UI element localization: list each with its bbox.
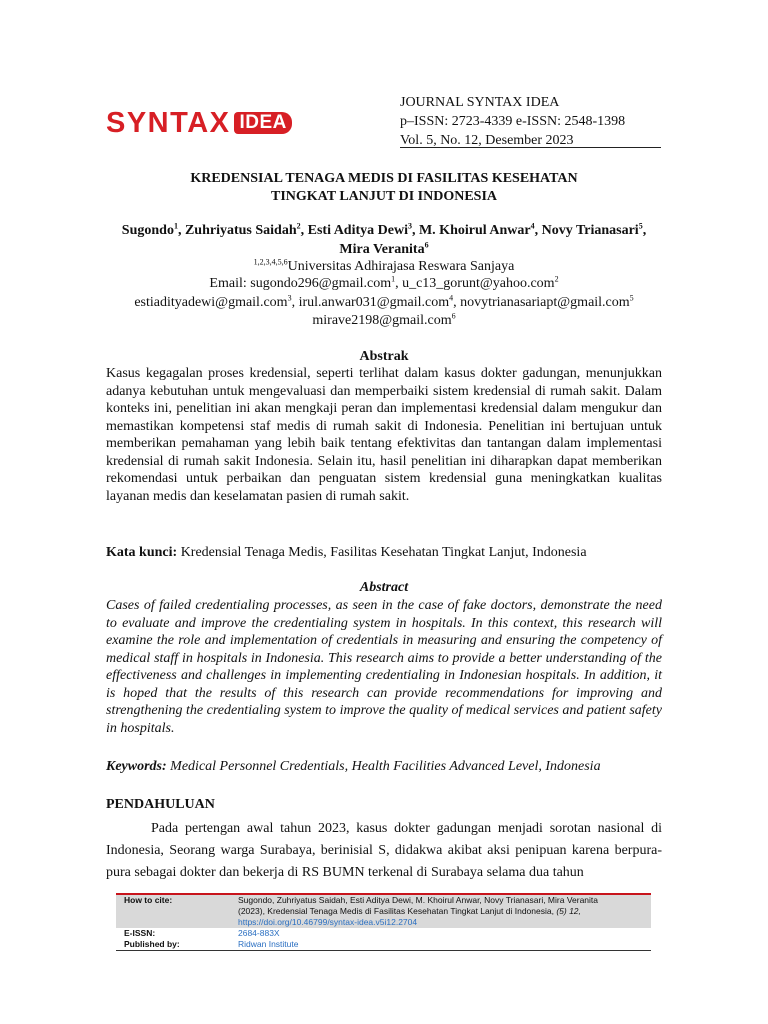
cite-how-text bbox=[238, 895, 651, 928]
email-link[interactable]: , novytrianasariapt@gmail.com bbox=[453, 294, 630, 310]
kata-kunci-label: Kata kunci: bbox=[106, 545, 178, 560]
email-line-2 bbox=[106, 294, 662, 313]
pendahuluan-text bbox=[106, 818, 662, 884]
keywords-label: Keywords: bbox=[106, 759, 167, 774]
abstract-text: Cases of failed credentialing processes, as seen in the case of fake doctors, demonstrate the need to evaluate and improve the credentialing system in hospitals. In this context, this research will examine the role and implementation of credentials in measuring and ensuring the competency of medical staff in hospitals in Indonesia. This research aims to provide a better understanding of the effectiveness and challenges in implementing credentialing in Indonesian hospitals. In addition, it is hoped that the results of this research can provide recommendations for improving and strengthening the credentialing system to improve the quality of medical services and patient safety in hospitals. bbox=[106, 598, 662, 736]
email-list bbox=[106, 275, 662, 331]
author-name: , Zuhriyatus Saidah bbox=[177, 223, 297, 238]
title-line-2: TINGKAT LANJUT DI INDONESIA bbox=[271, 189, 497, 204]
logo-wordmark: SYNTAX bbox=[106, 107, 231, 139]
cite-how-label: How to cite: bbox=[124, 895, 173, 905]
title-line-1: KREDENSIAL TENAGA MEDIS DI FASILITAS KESEHATAN bbox=[190, 171, 578, 186]
email-link[interactable]: , irul.anwar031@gmail.com bbox=[291, 294, 450, 310]
email-sup: 5 bbox=[629, 292, 634, 302]
email-link[interactable]: , u_c13_gorunt@yahoo.com bbox=[395, 276, 555, 291]
author-sup: 1 bbox=[173, 221, 178, 231]
email-line-3 bbox=[106, 312, 662, 331]
author-sup: 5 bbox=[638, 221, 643, 231]
pendahuluan-heading: PENDAHULUAN bbox=[106, 797, 215, 812]
journal-header bbox=[400, 93, 625, 150]
author-name: Sugondo bbox=[121, 223, 174, 238]
abstrak-heading: Abstrak bbox=[359, 349, 409, 364]
citation-box bbox=[116, 893, 651, 951]
cite-how-line-2 bbox=[238, 906, 651, 917]
affiliation-name: Universitas Adhirajasa Reswara Sanjaya bbox=[287, 259, 515, 274]
author-name: , Novy Trianasari bbox=[534, 223, 639, 238]
pendahuluan-body: Pada pertengan awal tahun 2023, kasus dokter gadungan menjadi sorotan nasional di Indonesia, Seorang warga Surabaya, berinisial S, didakwa akibat aksi penipuan karena berpura-pura sebagai dokter dan bekerja di RS BUMN terkenal di Surabaya selama dua tahun bbox=[106, 821, 662, 880]
email-prefix: Email: bbox=[209, 276, 251, 291]
email-sup: 4 bbox=[449, 292, 454, 302]
cite-row-eissn bbox=[116, 928, 651, 939]
logo-badge: IDEA bbox=[234, 112, 291, 134]
journal-issn: p–ISSN: 2723-4339 e-ISSN: 2548-1398 bbox=[400, 114, 626, 129]
kata-kunci-text: Kredensial Tenaga Medis, Fasilitas Kesehatan Tingkat Lanjut, Indonesia bbox=[177, 545, 587, 560]
journal-name: JOURNAL SYNTAX IDEA bbox=[400, 95, 560, 110]
keywords bbox=[106, 758, 662, 776]
author-sup: 3 bbox=[407, 221, 412, 231]
paper-title bbox=[100, 170, 668, 206]
abstrak-text: Kasus kegagalan proses kredensial, seperti terlihat dalam kasus dokter gadungan, menunjukkan adanya kebutuhan untuk mengevaluasi dan memperbaiki sistem kredensial di rumah sakit. Dalam konteks ini, penelitian ini akan mengkaji peran dan implementasi kredensial dalam mengukur dan memastikan kompetensi staf medis di rumah sakit di Indonesia. Penelitian ini bertujuan untuk memberikan pemahaman yang lebih baik tentang efektivitas dan tantangan dalam implementasi kredensial di rumah sakit Indonesia. Selain itu, hasil penelitian ini diharapkan dapat memberikan rekomendasi untuk perbaikan dan penguatan sistem kredensial guna meningkatkan kualitas layanan medis dan keselamatan pasien di rumah sakit. bbox=[106, 366, 662, 504]
email-line-1 bbox=[106, 275, 662, 294]
email-sup: 6 bbox=[451, 311, 456, 321]
author-sup: 6 bbox=[424, 240, 429, 250]
publisher-link[interactable]: Ridwan Institute bbox=[238, 939, 299, 949]
email-sup: 3 bbox=[287, 292, 292, 302]
cite-publisher-label: Published by: bbox=[124, 939, 180, 949]
kata-kunci bbox=[106, 544, 662, 562]
cite-how-line-2b: (5) 12, bbox=[556, 906, 581, 916]
affiliation-sup: 1,2,3,4,5,6 bbox=[253, 257, 288, 267]
cite-row-how bbox=[116, 895, 651, 928]
email-link[interactable]: mirave2198@gmail.com bbox=[312, 313, 452, 328]
journal-volume: Vol. 5, No. 12, Desember 2023 bbox=[400, 133, 574, 148]
author-list bbox=[110, 221, 658, 259]
doi-link[interactable]: https://doi.org/10.46799/syntax-idea.v5i12.2704 bbox=[238, 917, 418, 927]
abstract-heading: Abstract bbox=[359, 580, 409, 595]
author-sup: 4 bbox=[530, 221, 535, 231]
email-link[interactable]: sugondo296@gmail.com bbox=[250, 276, 392, 291]
author-name: , M. Khoirul Anwar bbox=[411, 223, 531, 238]
affiliation bbox=[110, 258, 658, 276]
header-rule bbox=[400, 147, 661, 148]
cite-how-line-2a: (2023), Kredensial Tenaga Medis di Fasilitas Kesehatan Tingkat Lanjut di Indonesia, bbox=[238, 906, 557, 916]
email-link[interactable]: estiadityadewi@gmail.com bbox=[134, 294, 288, 310]
keywords-text: Medical Personnel Credentials, Health Facilities Advanced Level, Indonesia bbox=[166, 759, 601, 774]
cite-how-line-1: Sugondo, Zuhriyatus Saidah, Esti Aditya Dewi, M. Khoirul Anwar, Novy Trianasari, Mira Veranita bbox=[238, 895, 599, 905]
author-sup: 2 bbox=[296, 221, 301, 231]
author-name: , Esti Aditya Dewi bbox=[300, 223, 408, 238]
cite-row-publisher bbox=[116, 939, 651, 950]
journal-logo bbox=[106, 107, 292, 139]
cite-eissn-label: E-ISSN: bbox=[124, 928, 156, 938]
eissn-link[interactable]: 2684-883X bbox=[238, 928, 280, 938]
email-sup: 1 bbox=[391, 274, 396, 284]
email-sup: 2 bbox=[554, 274, 559, 284]
author-name: , Mira Veranita bbox=[339, 223, 647, 257]
